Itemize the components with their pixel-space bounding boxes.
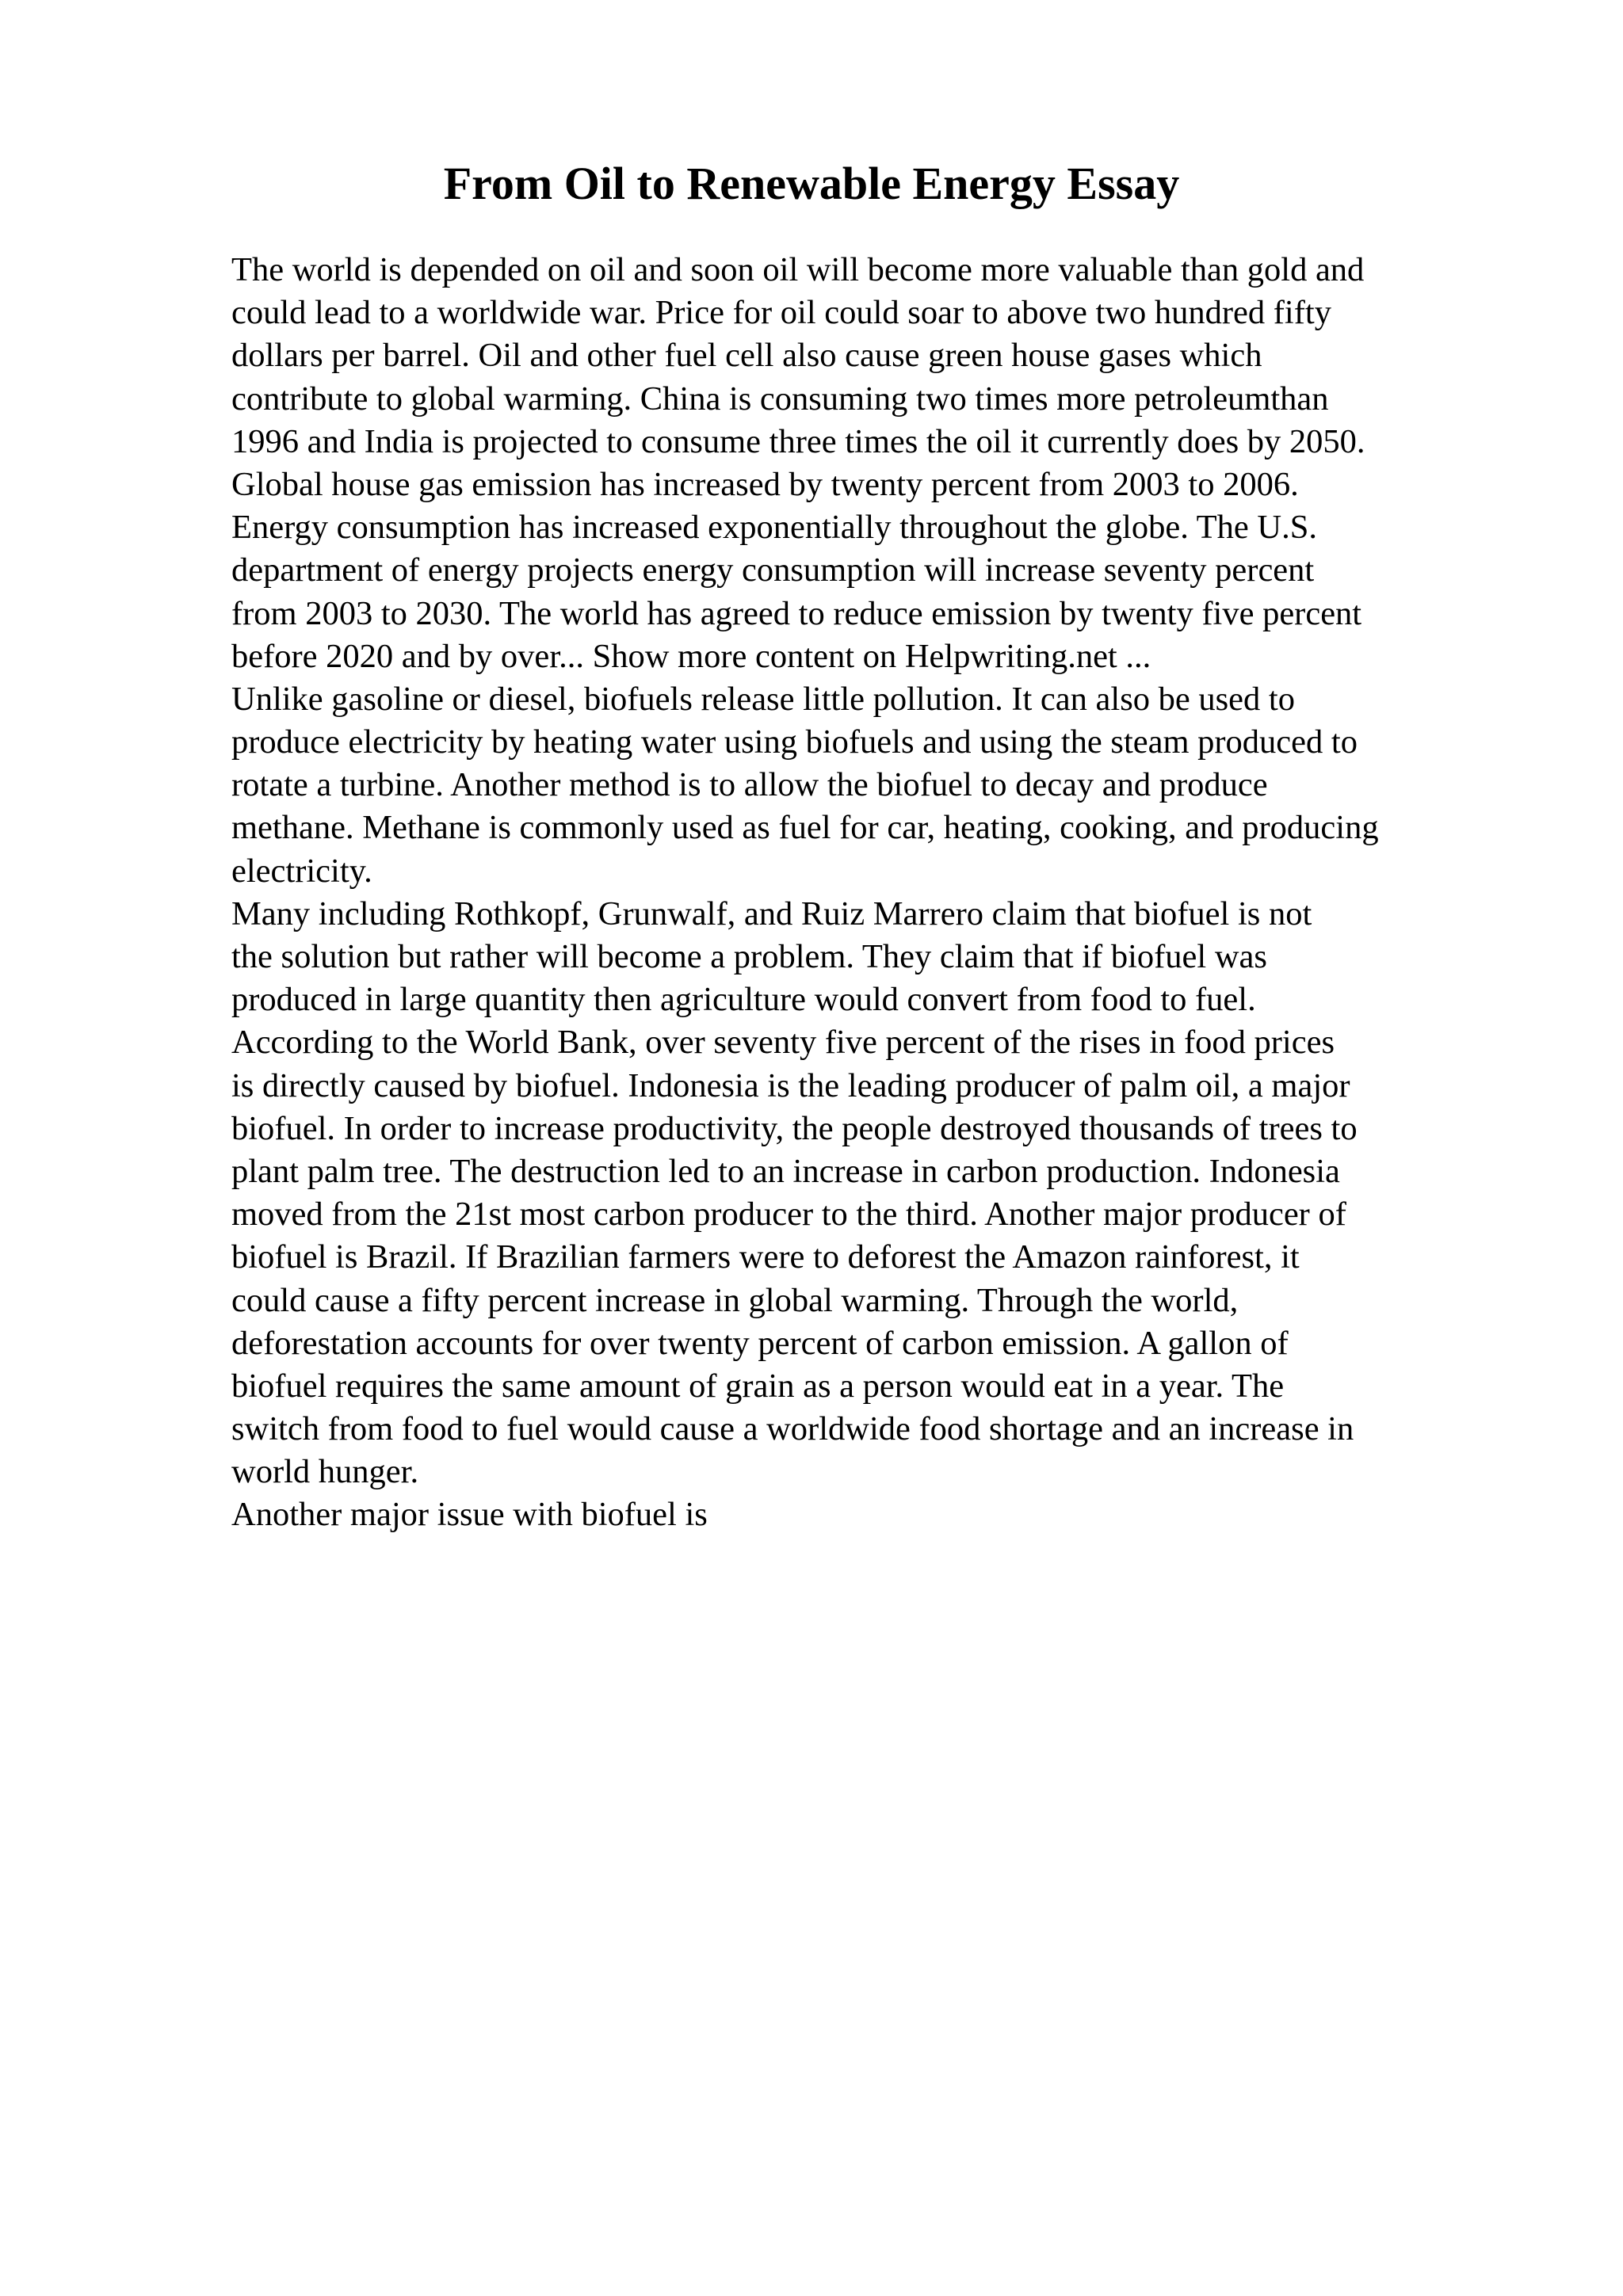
body-line: produce electricity by heating water using biofuels and using the steam produced to [231,723,1358,761]
body-line: 1996 and India is projected to consume three times the oil it currently does by 2050. [231,422,1365,460]
body-line: rotate a turbine. Another method is to allow the biofuel to decay and produce [231,766,1268,804]
body-line: Global house gas emission has increased by twenty percent from 2003 to 2006. [231,465,1299,503]
body-line: could cause a fifty percent increase in global warming. Through the world, [231,1281,1239,1319]
document-title: From Oil to Renewable Energy Essay [443,158,1180,209]
body-line: biofuel. In order to increase productivity, the people destroyed thousands of trees to [231,1109,1358,1147]
body-line: biofuel is Brazil. If Brazilian farmers were to deforest the Amazon rainforest, it [231,1238,1300,1276]
body-line: According to the World Bank, over seventy five percent of the rises in food prices [231,1024,1335,1062]
body-line: the solution but rather will become a problem. They claim that if biofuel was [231,938,1267,975]
body-line: Unlike gasoline or diesel, biofuels release little pollution. It can also be used to [231,680,1295,718]
body-line: could lead to a worldwide war. Price for oil could soar to above two hundred fifty [231,294,1331,332]
body-line: switch from food to fuel would cause a worldwide food shortage and an increase in [231,1410,1354,1448]
body-line: from 2003 to 2030. The world has agreed to reduce emission by twenty five percent [231,594,1362,632]
body-line: Many including Rothkopf, Grunwalf, and Ruiz Marrero claim that biofuel is not [231,894,1312,933]
body-line: deforestation accounts for over twenty percent of carbon emission. A gallon of [231,1324,1289,1362]
body-line: biofuel requires the same amount of grain as a person would eat in a year. The [231,1367,1285,1405]
body-line: Energy consumption has increased exponentially throughout the globe. The U.S. [231,509,1317,547]
body-line: department of energy projects energy consumption will increase seventy percent [231,551,1315,589]
body-line: Another major issue with biofuel is [231,1496,708,1534]
body-line: produced in large quantity then agriculture would convert from food to fuel. [231,981,1256,1019]
body-line: before 2020 and by over... Show more content on Helpwriting.net ... [231,637,1151,675]
body-line: plant palm tree. The destruction led to an increase in carbon production. Indonesia [231,1152,1340,1190]
body-line: methane. Methane is commonly used as fuel for car, heating, cooking, and producing [231,809,1379,847]
body-line: moved from the 21st most carbon producer to the third. Another major producer of [231,1196,1346,1234]
body-line: dollars per barrel. Oil and other fuel cell also cause green house gases which [231,337,1262,375]
body-line: The world is depended on oil and soon oil will become more valuable than gold and [231,251,1365,288]
body-line: electricity. [231,852,372,890]
document-body [231,249,1594,1537]
body-line: world hunger. [231,1453,419,1491]
body-line: contribute to global warming. China is consuming two times more petroleumthan [231,379,1329,418]
body-line: is directly caused by biofuel. Indonesia is the leading producer of palm oil, a major [231,1066,1350,1104]
